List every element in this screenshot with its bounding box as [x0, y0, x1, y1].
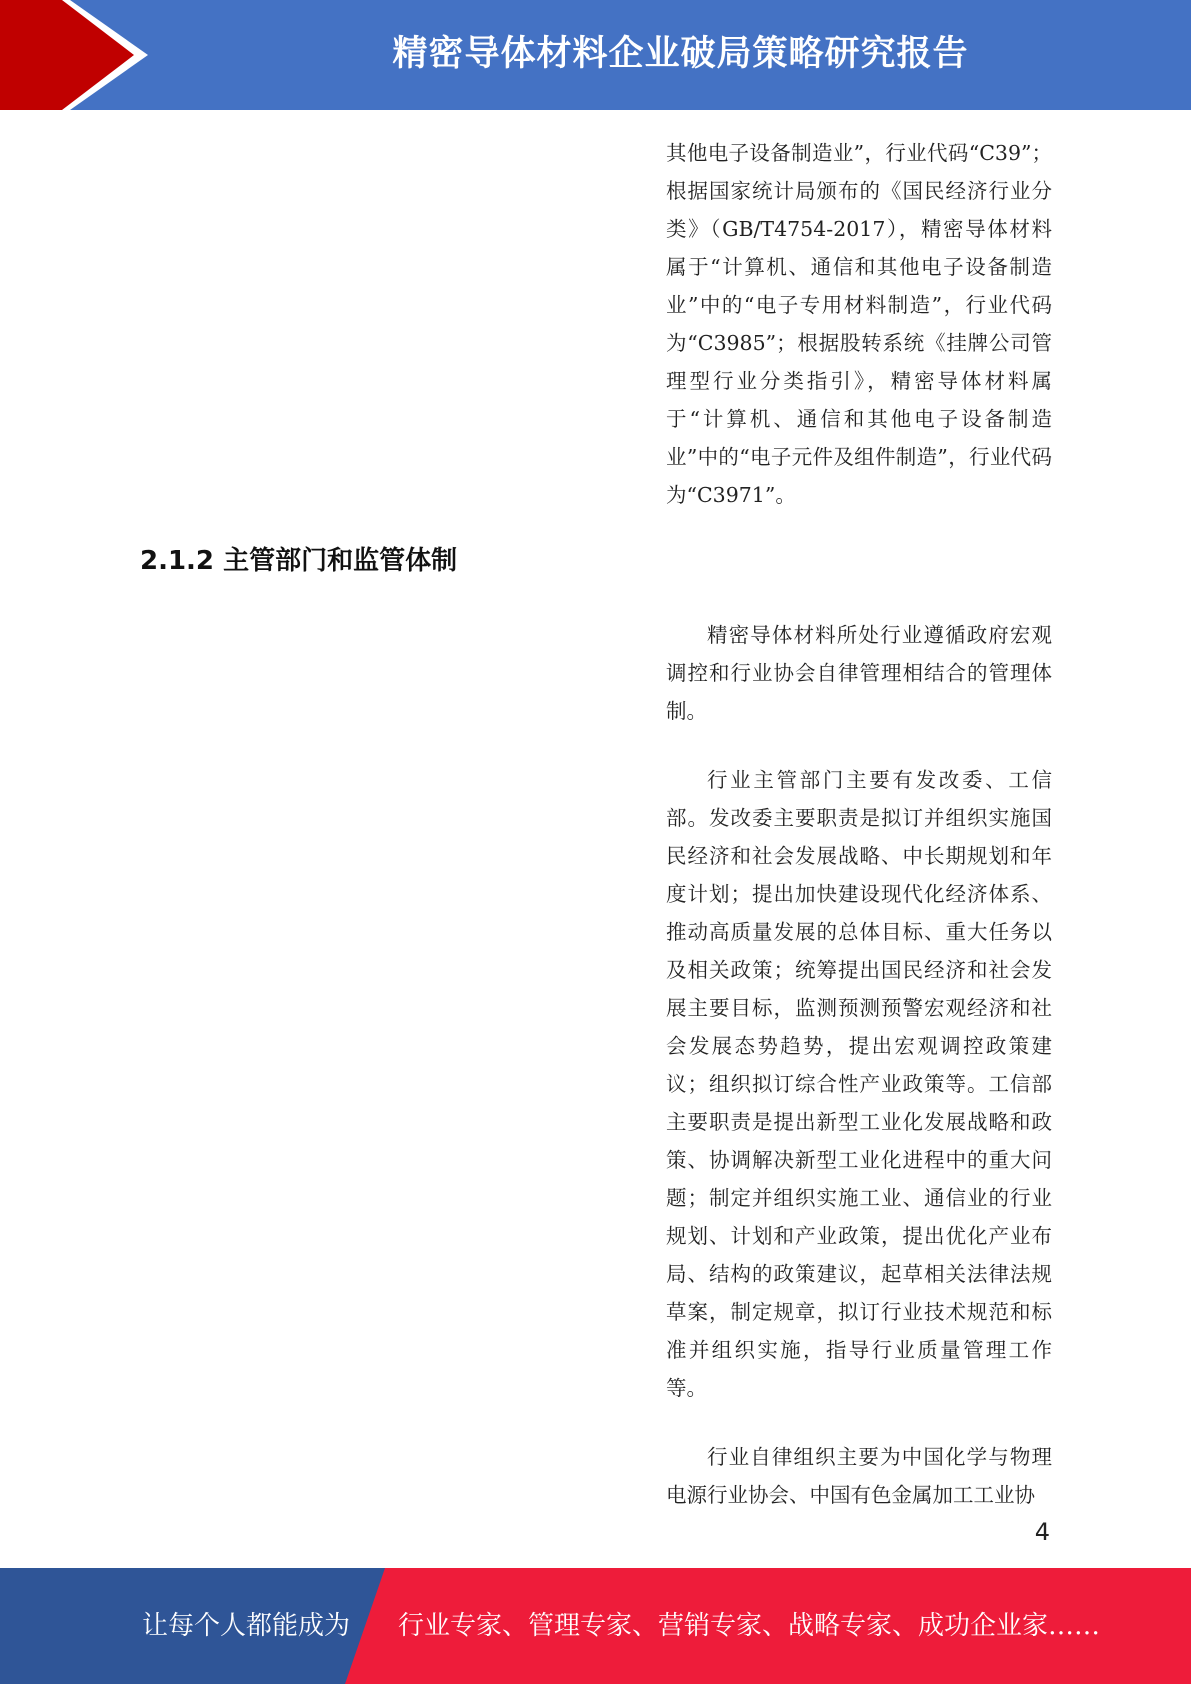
report-title: 精密导体材料企业破局策略研究报告 — [392, 34, 969, 74]
paragraph-block-1 — [666, 616, 1052, 730]
continued-paragraph: 其他电子设备制造业”，行业代码“C39”；根据国家统计局颁布的《国民经济行业分类》（GB/T4754-2017），精密导体材料属于“计算机、通信和其他电子设备制造业”中的“电子专用材料制造”，行业代码为“C3985”；根据股转系统《挂牌公司管理型行业分类指引》，精密导体材料属于“计算机、通信和其他电子设备制造业”中的“电子元件及组件制造”，行业代码为“C3971”。 — [666, 141, 1052, 507]
header-banner — [0, 0, 1191, 110]
paragraph-block-2 — [666, 761, 1052, 1407]
paragraph-regulatory-authorities: 行业主管部门主要有发改委、工信部。发改委主要职责是拟订并组织实施国民经济和社会发展战略、中长期规划和年度计划；提出加快建设现代化经济体系、推动高质量发展的总体目标、重大任务以及相关政策；统筹提出国民经济和社会发展主要目标，监测预测预警宏观经济和社会发展态势趋势，提出宏观调控政策建议；组织拟订综合性产业政策等。工信部主要职责是提出新型工业化发展战略和政策、协调解决新型工业化进程中的重大问题；制定并组织实施工业、通信业的行业规划、计划和产业政策，提出优化产业布局、结构的政策建议，起草相关法律法规草案，制定规章，拟订行业技术规范和标准并组织实施，指导行业质量管理工作等。 — [666, 768, 1052, 1400]
paragraph-block-3 — [666, 1438, 1052, 1514]
paragraph-industry-associations: 行业自律组织主要为中国化学与物理电源行业协会、中国有色金属加工工业协 — [666, 1445, 1052, 1507]
footer-banner — [0, 1568, 1191, 1684]
footer-slogan-left: 让每个人都能成为 — [142, 1611, 351, 1641]
section-heading: 2.1.2 主管部门和监管体制 — [140, 546, 458, 576]
footer-slogan-right: 行业专家、管理专家、营销专家、战略专家、成功企业家…… — [398, 1611, 1101, 1641]
continued-paragraph-block — [666, 134, 1052, 514]
paragraph-management-system: 精密导体材料所处行业遵循政府宏观调控和行业协会自律管理相结合的管理体制。 — [666, 623, 1052, 723]
page-number: 4 — [1034, 1518, 1050, 1546]
chevron-arrow-icon — [0, 0, 160, 110]
